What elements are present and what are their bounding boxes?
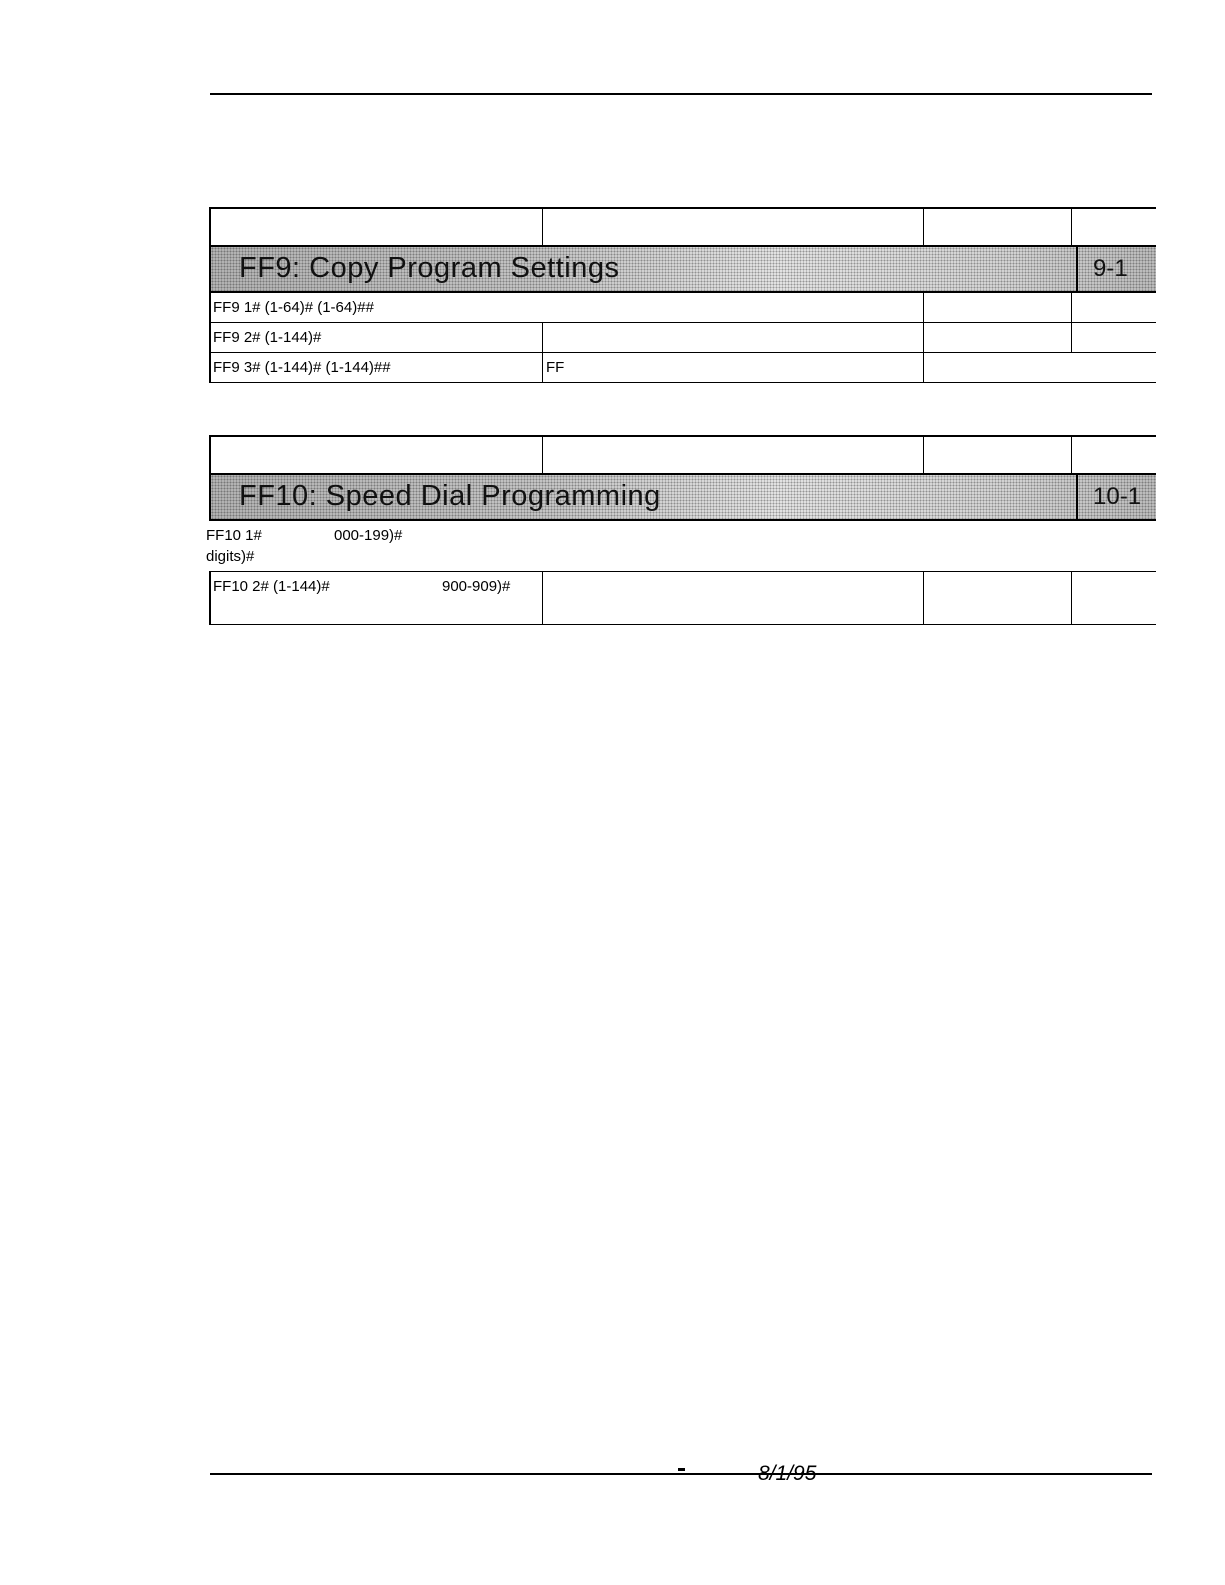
divider <box>1071 293 1072 322</box>
divider <box>542 437 543 473</box>
divider <box>1071 209 1072 245</box>
command-cell: digits)# <box>206 548 255 565</box>
ff9-section-banner <box>211 245 1156 293</box>
section-page: 9-1 <box>1076 247 1156 291</box>
divider <box>1071 572 1072 624</box>
divider <box>923 209 924 245</box>
command-cell: FF9 1# (1-64)# (1-64)## <box>213 299 374 316</box>
ff9-table <box>209 207 1156 383</box>
command-cell: FF10 1# <box>206 527 262 544</box>
table-row <box>211 353 1156 383</box>
divider <box>923 353 924 382</box>
command-cell: FF9 3# (1-144)# (1-144)## <box>213 359 391 376</box>
divider <box>923 323 924 352</box>
footer-dash <box>678 1468 685 1471</box>
divider <box>923 293 924 322</box>
table-row <box>211 572 1156 625</box>
divider <box>542 353 543 382</box>
divider <box>1071 323 1072 352</box>
command-cell: 900-909)# <box>442 578 511 595</box>
command-cell: FF10 2# (1-144)# <box>213 578 330 595</box>
footer-date: 8/1/95 <box>758 1462 817 1485</box>
command-cell: FF9 2# (1-144)# <box>213 329 322 346</box>
ff10-column-header <box>211 435 1156 473</box>
divider <box>542 323 543 352</box>
description-cell: FF <box>546 359 565 376</box>
divider <box>542 209 543 245</box>
table-row <box>211 323 1156 353</box>
ff10-table <box>206 435 1156 625</box>
ff10-section-banner <box>211 473 1156 521</box>
section-title: FF9: Copy Program Settings <box>239 252 620 284</box>
section-title: FF10: Speed Dial Programming <box>239 480 661 512</box>
divider <box>1071 437 1072 473</box>
divider <box>542 572 543 624</box>
table-row <box>206 521 1156 572</box>
divider <box>923 572 924 624</box>
footer-rule <box>210 1473 1152 1475</box>
table-row <box>211 293 1156 323</box>
divider <box>923 437 924 473</box>
header-rule <box>210 93 1152 95</box>
section-page: 10-1 <box>1076 475 1156 519</box>
ff9-column-header <box>211 207 1156 245</box>
command-cell: 000-199)# <box>334 527 403 544</box>
